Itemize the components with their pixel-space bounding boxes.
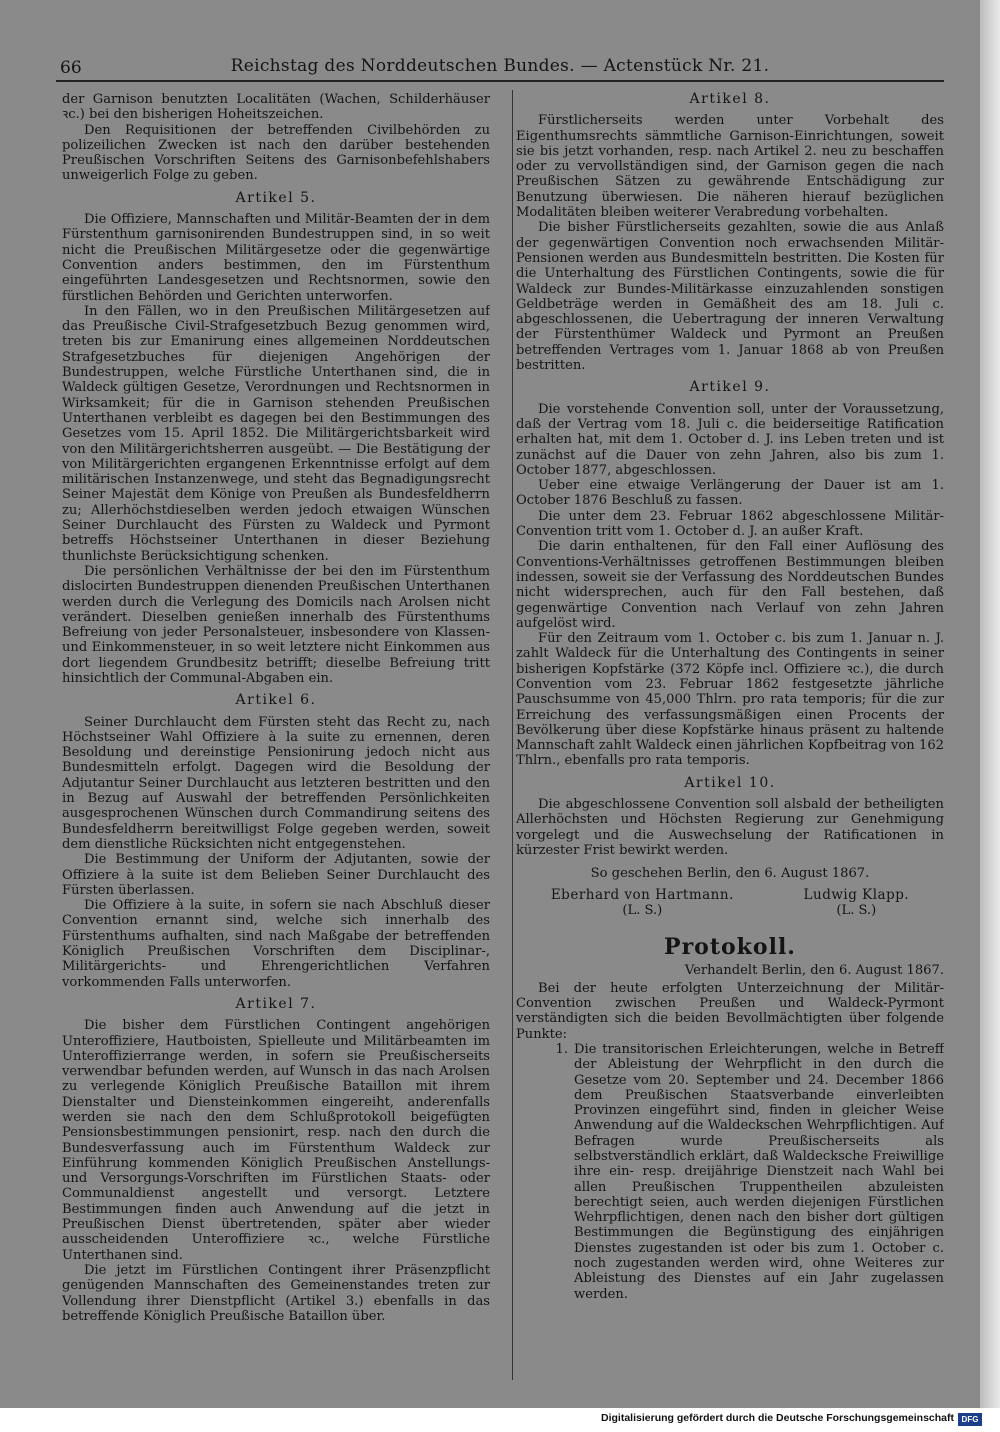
protokoll-title: Protokoll. <box>664 934 796 961</box>
article-heading: Artikel 9. <box>689 379 771 396</box>
paragraph: Für den Zeitraum vom 1. October c. bis zum 1. Januar n. J. zahlt Waldeck für die Unterhaltung des Contingents in seiner bisherigen Kopfstärke (372 Köpfe incl. Offiziere ꝛc.), die durch Convention vom 23. Februar 1862 festgesetzte jährliche Pauschsumme von 45,000 Thlrn. pro rata temporis; für die zur Erreichung des verfassungsmäßigen einen Procents der Bevölkerung über diese Kopfstärke hinaus präsent zu haltende Mannschaft zahlt Waldeck einen jährlichen Kopfbeitrag von 162 Thlrn., ebenfalls pro rata temporis. <box>516 631 944 769</box>
left-column <box>62 92 490 1392</box>
paragraph: Die Offiziere, Mannschaften und Militär-Beamten der in dem Fürstenthum garnisonirenden Bundestruppen sind, in so weit nicht die Preußischen Militärgesetze oder die gegenwärtige Convention anders bestimmen, den im Fürstenthum eingeführten Landesgesetzen und Rechtsnormen, sowie den fürstlichen Behörden und Gerichten unterworfen. <box>62 212 490 304</box>
paragraph: Bei der heute erfolgten Unterzeichnung der Militär-Convention zwischen Preußen und Waldeck-Pyrmont verständigten sich die beiden Bevollmächtigten über folgende Punkte: <box>516 980 944 1042</box>
list-item <box>516 1042 944 1302</box>
column-divider <box>512 90 513 1380</box>
paragraph: Die Bestimmung der Uniform der Adjutanten, sowie der Offiziere à la suite ist dem Belieben Seiner Durchlaucht des Fürsten überlassen. <box>62 852 490 898</box>
page-header <box>56 54 944 82</box>
paragraph: Die jetzt im Fürstlichen Contingent ihrer Präsenzpflicht genügenden Mannschaften des Gemeinenstandes treten zur Vollendung ihrer Dienstpflicht (Artikel 3.) ebenfalls in das betreffende Königlich Preußische Bataillon über. <box>62 1262 490 1324</box>
paragraph: Fürstlicherseits werden unter Vorbehalt des Eigenthumsrechts sämmtliche Garnison-Einrichtungen, soweit sie bis jetzt vorhanden, resp. nach Artikel 2. neu zu beschaffen oder zu vervollständigen sind, der Garnison gegen die nach Preußischen Sätzen zu gewährende Entschädigung zur Benutzung überwiesen. Die näheren hierauf bezüglichen Modalitäten bleiben weiterer Verabredung vorbehalten. <box>516 113 944 221</box>
paragraph: Die bisher Fürstlicherseits gezahlten, sowie die aus Anlaß der gegenwärtigen Convention noch erwachsenden Militär-Pensionen werden aus Bundesmitteln bestritten. Die Kosten für die Unterhaltung des Fürstlichen Contingents, sowie die für Waldeck zur Bundes-Militärkasse einzuzahlenden sonstigen Geldbeträge werden in Gemäßheit des am 18. Juli c. abgeschlossenen, die Uebertragung der inneren Verwaltung der Fürstenthümer Waldeck und Pyrmont an Preußen betreffenden Vertrages vom 1. Januar 1868 ab von Preußen bestritten. <box>516 220 944 374</box>
funding-credit: Digitalisierung gefördert durch die Deutsche Forschungsgemeinschaft <box>601 1412 954 1424</box>
dfg-logo: DFG <box>958 1413 982 1426</box>
paragraph: Die darin enthaltenen, für den Fall einer Auflösung des Conventions-Verhältnisses getroffenen Bestimmungen bleiben indessen, soweit sie der Verfassung des Norddeutschen Bundes nicht widersprechen, auch für den Fall bestehen, daß gegenwärtige Convention nach Verlauf von zehn Jahren aufgelöst wird. <box>516 539 944 631</box>
paragraph: Die persönlichen Verhältnisse der bei den im Fürstenthum dislocirten Bundestruppen dienenden Preußischen Unterthanen werden durch die Verlegung des Domicils nach Arolsen nicht verändert. Dieselben genießen innerhalb des Fürstenthums Befreiung von jeder Personalsteuer, insbesondere von Klassen- und Einkommensteuer, in so weit letztere nicht Einkommen aus dort liegendem Grundbesitz betrifft; dieselbe Befreiung tritt hinsichtlich der Communal-Abgaben ein. <box>62 563 490 686</box>
signing-date: So geschehen Berlin, den 6. August 1867. <box>590 866 870 882</box>
seal-mark: (L. S.) <box>622 902 663 918</box>
signatures <box>516 888 944 919</box>
seal-mark: (L. S.) <box>836 902 877 918</box>
protokoll-date: Verhandelt Berlin, den 6. August 1867. <box>684 963 944 979</box>
page-number: 66 <box>60 58 82 78</box>
paragraph: Die abgeschlossene Convention soll alsbald der betheiligten Allerhöchsten und Höchsten Regierung zur Genehmigung vorgelegt und die Auswechselung der Ratificationen in kürzester Frist bewirkt werden. <box>516 797 944 858</box>
page-edge <box>980 0 1000 1408</box>
signatory-name: Ludwig Klapp. <box>803 886 910 903</box>
right-column <box>516 92 944 1392</box>
running-head: Reichstag des Norddeutschen Bundes. — Actenstück Nr. 21. <box>230 56 770 76</box>
signatory-name: Eberhard von Hartmann. <box>550 886 734 903</box>
article-heading: Artikel 6. <box>235 692 317 709</box>
paragraph: Den Requisitionen der betreffenden Civilbehörden zu polizeilichen Zwecken ist nach den darüber bestehenden Preußischen Vorschriften Seitens des Garnisonbefehlshabers unweigerlich Folge zu geben. <box>62 122 490 184</box>
paragraph: Ueber eine etwaige Verlängerung der Dauer ist am 1. October 1876 Beschluß zu fassen. <box>516 478 944 509</box>
footer <box>0 1408 1000 1432</box>
paragraph: Die unter dem 23. Februar 1862 abgeschlossene Militär-Convention tritt vom 1. October d. J. an außer Kraft. <box>516 508 944 540</box>
signature-block <box>551 888 734 919</box>
signature-block <box>804 888 910 919</box>
article-heading: Artikel 8. <box>689 92 771 107</box>
paragraph: In den Fällen, wo in den Preußischen Militärgesetzen auf das Preußische Civil-Strafgesetzbuch Bezug genommen wird, treten bis zur Emanirung eines allgemeinen Norddeutschen Strafgesetzbuches für diejenigen Angehörigen der Bundestruppen, welche Fürstliche Unterthanen sind, die in Waldeck gültigen Gesetze, Verordnungen und Rechtsnormen in Wirksamkeit; für die in Garnison stehenden Preußischen Unterthanen verbleibt es dagegen bei den Bestimmungen des Gesetzes vom 15. April 1852. Die Militärgerichtsbarkeit wird von den Militärgerichtsherren ausgeübt. — Die Bestätigung der von Militärgerichten ergangenen Erkenntnisse erfolgt auf dem militärischen Instanzenwege, und steht das Begnadigungsrecht Seiner Majestät dem Könige von Preußen als Bundesfeldherrn zu; Allerhöchstdieselben werden jedoch etwaigen Wünschen Seiner Durchlaucht des Fürsten zu Waldeck und Pyrmont betreffs Höchstseiner Unterthanen in dieser Beziehung thunlichste Berücksichtigung schenken. <box>62 303 490 564</box>
paragraph: Die bisher dem Fürstlichen Contingent angehörigen Unteroffiziere, Hautboisten, Spielleute und Militärbeamten im Unteroffizierrange werden, in sofern sie Preußischerseits verwendbar befunden werden, auf Wunsch in das nach Arolsen zu verlegende Königlich Preußische Bataillon mit ihrem Dienstalter und Diensteinkommen eingereiht, anderenfalls werden sie nach den dem Schlußprotokoll beigefügten Pensionsbestimmungen pensionirt, resp. nach den durch die Bundesverfassung auch im Fürstenthum Waldeck zur Einführung kommenden Königlich Preußischen Anstellungs- und Versorgungs-Vorschriften im Fürstlichen Staats- oder Communaldienst angestellt und versorgt. Letztere Bestimmungen finden auch Anwendung auf die jetzt in Preußischen Dienst übertretenden, später aber wieder ausscheidenden Unteroffiziere ꝛc., welche Fürstliche Unterthanen sind. <box>62 1018 490 1263</box>
article-heading: Artikel 5. <box>235 189 317 206</box>
paragraph: Die vorstehende Convention soll, unter der Voraussetzung, daß der Vertrag vom 18. Juli c. die beiderseitige Ratification erhalten hat, mit dem 1. October d. J. ins Leben treten und ist zunächst auf die Dauer von zehn Jahren, also bis zum 1. October 1877, abgeschlossen. <box>516 401 944 478</box>
list-item-number: 1. <box>555 1041 568 1057</box>
list-item-text: Die transitorischen Erleichterungen, welche in Betreff der Ableistung der Wehrpflicht in den durch die Gesetze vom 20. September und 24. December 1866 dem Preußischen Staatsverbande einverleibten Provinzen eingeführt sind, finden in gleicher Weise Anwendung auf die Waldeckschen Wehrpflichtigen. Auf Befragen wurde Preußischerseits als selbstverständlich erklärt, daß Waldecksche Freiwillige ihre ein- resp. dreijährige Dienstzeit nach Wahl bei allen Preußischen Truppentheilen abzuleisten berechtigt seien, auch werden diejenigen Fürstlichen Wehrpflichtigen, denen nach den bisher dort gültigen Bestimmungen die Begünstigung des einjährigen Dienstes zugestanden ist oder bis zum 1. October c. noch zugestanden werden wird, ohne Weiteres zur Ableistung des Dienstes auf ein Jahr zugelassen werden. <box>574 1041 944 1302</box>
article-heading: Artikel 7. <box>235 995 317 1012</box>
paragraph: Die Offiziere à la suite, in sofern sie nach Abschluß dieser Convention ernannt sind, welche sich innerhalb des Fürstenthums aufhalten, sind nach Maßgabe der betreffenden Königlich Preußischen Vorschriften dem Disciplinar-, Militärgerichts- und Ehrengerichtlichen Verfahren vorkommenden Falls unterworfen. <box>62 898 490 990</box>
paragraph: Seiner Durchlaucht dem Fürsten steht das Recht zu, nach Höchstseiner Wahl Offiziere à la suite zu ernennen, deren Besoldung und dereinstige Pensionirung jedoch nicht aus Bundesmitteln erfolgt. Dagegen wird die Besoldung der Adjutantur Seiner Durchlaucht aus letzteren bestritten und den in Bezug auf Auswahl der betreffenden Persönlichkeiten ausgesprochenen Wünschen durch Commandirung seitens des Bundesfeldherrn bereitwilligst Folge gegeben werden, soweit dem dienstliche Rücksichten nicht entgegenstehen. <box>62 714 490 852</box>
paragraph: der Garnison benutzten Localitäten (Wachen, Schilderhäuser ꝛc.) bei den bisherigen Hoheitszeichen. <box>62 92 490 123</box>
article-heading: Artikel 10. <box>684 774 776 791</box>
